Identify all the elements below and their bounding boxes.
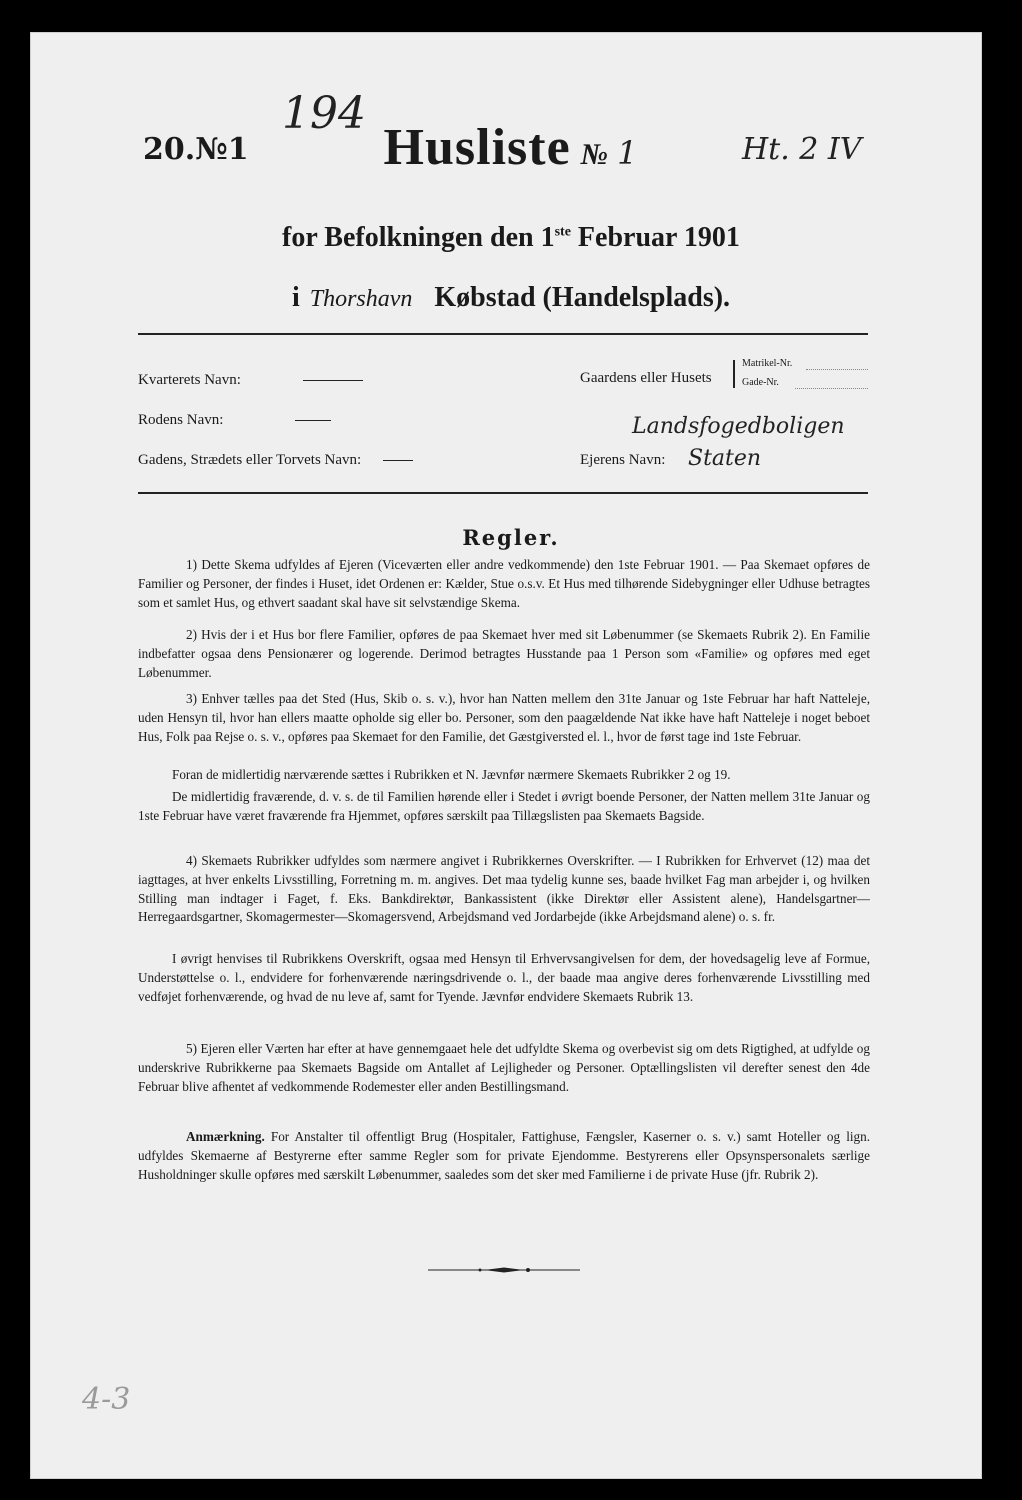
annotation-text: For Anstalter til offentligt Brug (Hospitaler, Fattighuse, Fængsler, Kaserner o. s. v.) samt Hoteller og lign. udfyldes Skemaerne af Bestyrerne efter samme Regler som for private Ejendomme. Bestyrerens eller Opsynspersonalets særlige Husholdninger skulle opføres med særskilt Løbenummer, saaledes som det sker med Familierne i de private Huse (jfr. Rubrik 2). bbox=[138, 1129, 871, 1182]
kvarter-blank bbox=[303, 380, 363, 381]
roden-blank bbox=[295, 420, 331, 421]
rule-4b bbox=[138, 950, 870, 1006]
gade-field bbox=[138, 452, 413, 469]
rule-3 bbox=[138, 690, 870, 746]
header-divider bbox=[138, 333, 868, 335]
list-number: 1 bbox=[617, 134, 639, 172]
title-text: Husliste bbox=[383, 119, 571, 176]
gade-nr-blank bbox=[795, 388, 868, 389]
rule-3b-text: Foran de midlertidig nærværende sættes i Rubrikken et N. Jævnfør nærmere Skemaets Rubrikker 2 og 19. bbox=[172, 767, 731, 782]
rule-4 bbox=[138, 852, 870, 927]
gade-nr-label: Gade-Nr. bbox=[742, 377, 779, 388]
rule-4b-text: I øvrigt henvises til Rubrikkens Overskrift, ogsaa med Hensyn til Erhvervsangivelsen for dem, der hovedsagelig leve af Formue, Understøttelse o. l., endvidere for forhenværende næringsdrivende o. l., der baade maa angive deres forhenværende Livsstilling med vedføjet forhenværende, og hvad de nu leve af, samt for Tyende. Jævnfør endvidere Skemaets Rubrik 13. bbox=[138, 951, 870, 1004]
stamp-number: 20.№1 bbox=[143, 132, 249, 167]
kvarter-label: Kvarterets Navn: bbox=[138, 372, 241, 388]
rules-heading: Regler. bbox=[462, 525, 560, 550]
fields-divider bbox=[138, 492, 868, 494]
rule-5-text: 5) Ejeren eller Værten har efter at have gennemgaaet hele det udfyldte Skema og overbevist sig om dets Rigtighed, at udfylde og underskrive Rubrikkerne paa Skemaets Bagside om Antallet af Lejligheder og Personer. Optællingslisten vil derefter senest den 4de Februar blive afhentet af vedkommende Rodemester eller anden Bestillingsmand. bbox=[138, 1041, 870, 1094]
archive-number: 194 bbox=[282, 88, 366, 139]
rule-3c-text: De midlertidig fraværende, d. v. s. de til Familien hørende eller i Stedet i øvrigt boende Personer, der Natten mellem 31te Januar og 1ste Februar have været fraværende fra Hjemmet, opføres særskilt paa Tillægslisten paa Skemaets Bagside. bbox=[138, 789, 870, 823]
matrikel-label: Matrikel-Nr. bbox=[742, 358, 793, 369]
annotation bbox=[138, 1128, 870, 1184]
rule-5 bbox=[138, 1040, 870, 1096]
roden-field bbox=[138, 412, 331, 429]
ornament-divider bbox=[428, 1266, 580, 1274]
rule-3c bbox=[138, 788, 870, 826]
ejer-value: Staten bbox=[688, 446, 762, 471]
place-line bbox=[0, 282, 1022, 314]
rule-2-text: 2) Hvis der i et Hus bor flere Familier, opføres de paa Skemaet hver med sit Løbenummer (se Skemaets Rubrik 2). En Familie indbefatter ogsaa dens Pensionærer og logerende. Derimod betragtes Husstande paa 1 Person som «Familie» og opføres med eget Løbenummer. bbox=[138, 627, 870, 680]
rule-1 bbox=[138, 556, 870, 612]
roden-label: Rodens Navn: bbox=[138, 412, 224, 428]
gade-label: Gadens, Strædets eller Torvets Navn: bbox=[138, 452, 362, 468]
place-prefix: i bbox=[291, 282, 300, 313]
house-name: Landsfogedboligen bbox=[632, 414, 845, 439]
gaard-label: Gaardens eller Husets bbox=[580, 370, 712, 386]
pencil-note: 4-3 bbox=[82, 1382, 131, 1417]
gade-blank bbox=[383, 460, 413, 461]
place-type: Købstad (Handelsplads). bbox=[434, 282, 731, 313]
subtitle-year: Februar 1901 bbox=[570, 222, 740, 253]
archive-reference: Ht. 2 IV bbox=[742, 132, 862, 167]
ejer-label: Ejerens Navn: bbox=[580, 452, 666, 468]
gaard-bracket bbox=[733, 360, 735, 388]
subtitle bbox=[0, 222, 1022, 254]
number-sign: № bbox=[580, 138, 610, 171]
rule-4-text: 4) Skemaets Rubrikker udfyldes som nærmere angivet i Rubrikkernes Overskrifter. — I Rubrikken for Erhvervet (12) maa det iagttages, at hver enkelts Livsstilling, Forretning m. m. angives. Det maa tydelig kunne ses, baade hvilket Fag man arbejder i, og hvilken Stilling man indtager i Faget, f. Eks. Bankdirektør, Bankassistent (ikke Direktør eller Assistent alene), Handelsgartner—Herregaardsgartner, Skomagermester—Skomagersvend, Arbejdsmand ved Jordarbejde (ikke Arbejdsmand alene) o. s. fr. bbox=[138, 853, 870, 925]
subtitle-date: for Befolkningen den 1 bbox=[282, 222, 555, 253]
subtitle-sup: ste bbox=[554, 224, 571, 240]
annotation-label: Anmærkning. bbox=[186, 1129, 265, 1144]
rule-3b bbox=[138, 766, 870, 785]
rule-1-text: 1) Dette Skema udfyldes af Ejeren (Viceværten eller andre vedkommende) den 1ste Februar 1901. — Paa Skemaet opføres de Familier og Personer, der findes i Huset, idet Ordenen er: Kælder, Stue o.s.v. Et Hus med tilhørende Sidebygninger eller Udhuse betragtes som et samlet Hus, og ethvert saadant skal have sit selvstændige Skema. bbox=[138, 557, 870, 610]
town-name: Thorshavn bbox=[309, 286, 413, 312]
ejer-field bbox=[580, 452, 665, 469]
kvarter-field bbox=[138, 372, 363, 389]
rule-2 bbox=[138, 626, 870, 682]
page-title bbox=[0, 118, 1022, 177]
matrikel-blank bbox=[806, 369, 868, 370]
rule-3-text: 3) Enhver tælles paa det Sted (Hus, Skib o. s. v.), hvor han Natten mellem den 31te Januar og 1ste Februar har haft Natteleje, uden Hensyn til, hvor han ellers maatte opholde sig eller bo. Personer, som den paagældende Nat ikke have haft Natteleje i noget beboet Hus, Folk paa Rejse o. s. v., opføres paa Skemaet for den Familie, det Gæstgiversted el. l., hvor de først tage ind 1ste Februar. bbox=[138, 691, 870, 744]
